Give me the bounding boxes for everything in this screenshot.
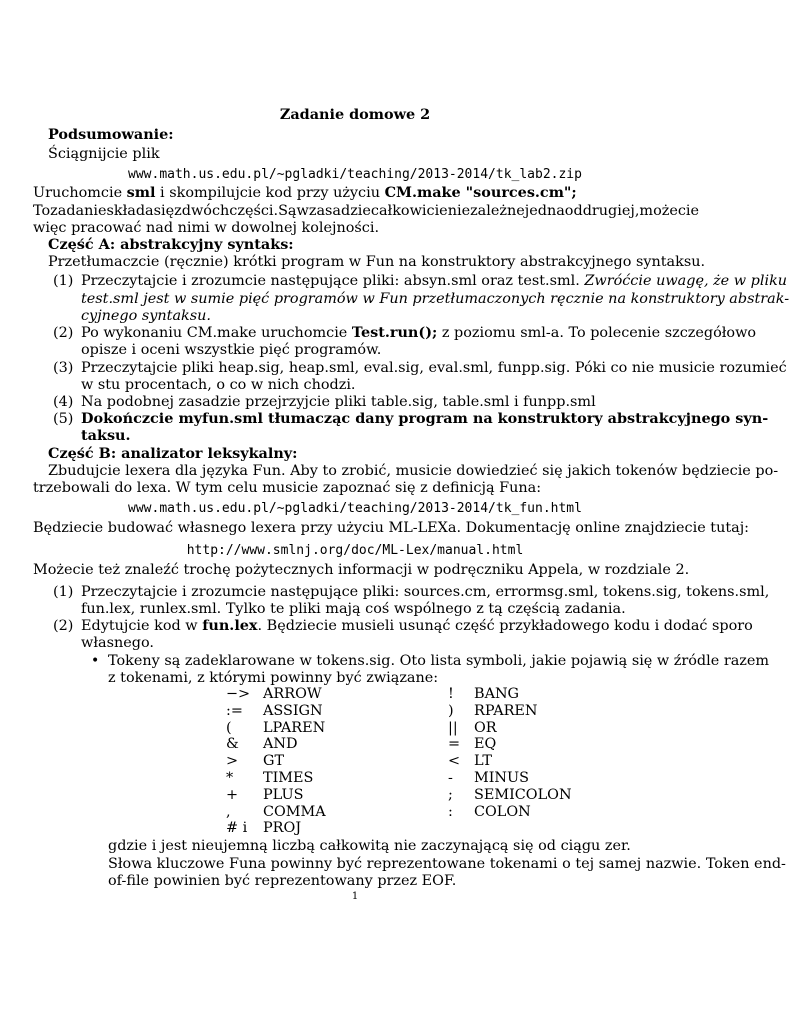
part-b-item-1-line-1: Przeczytajcie i zrozumcie następujące pliki: sources.cm, errormsg.sml, tokens.sig, tokens.sml, [81,584,770,600]
appel-text: Możecie też znaleźć trochę pożytecznych informacji w podręczniku Appela, w rozdziale 2. [33,562,690,578]
token-right-token: MINUS [474,770,529,786]
token-right-symbol: : [448,803,453,820]
intro-word: dwóch [181,203,230,219]
token-right-token: OR [474,719,497,736]
intro-word: zadanie [50,203,107,219]
part-b-item-1-line-2: fun.lex, runlex.sml. Tylko te pliki mają coś wspólnego z tą częścią zadania. [81,601,626,617]
part-a-item-5-line-1: Dokończcie myfun.sml tłumacząc dany program na konstruktory abstrakcyjnego syn- [81,410,769,427]
intro-word: w [296,203,309,219]
part-b-intro-line-2: trzebowali do lexa. W tym celu musicie zapoznać się z definicją Funa: [33,480,542,496]
after-line-3: of-file powinien być reprezentowany przez EOF. [108,873,457,889]
part-a-item-1-number: (1) [53,273,74,289]
after-line-1: gdzie i jest nieujemną liczbą całkowitą nie zaczynającą się od ciągu zer. [108,838,631,854]
part-a-item-3-line-2: w stu procentach, o co w nich chodzi. [81,377,356,393]
intro-word: zasadzie [308,203,371,219]
token-right-token: COLON [474,803,531,820]
token-left-token: PLUS [263,786,304,803]
part-b-item-1-number: (1) [53,584,74,600]
token-left-symbol: −> [226,686,251,702]
token-left-token: TIMES [263,770,314,786]
intro-word: możecie [639,203,700,219]
run-instructions: Uruchomcie sml i skompilujcie kod przy użyciu CM.make "sources.cm"; [33,184,577,201]
intro-line-2: więc pracować nad nimi w dowolnej kolejności. [33,220,380,236]
token-left-token: ARROW [263,686,322,702]
token-right-token: LT [474,753,492,770]
part-a-item-3-line-1: Przeczytajcie pliki heap.sig, heap.sml, eval.sig, eval.sml, funpp.sig. Póki co nie musicie rozumieć [81,360,787,376]
part-b-heading: Część B: analizator leksykalny: [48,445,298,462]
token-left-symbol: ( [226,719,232,736]
intro-word: składa [106,203,154,219]
token-right-symbol: ) [448,702,454,719]
token-left-symbol: > [226,753,239,770]
page-number: 1 [351,891,359,902]
download-text: Ściągnijcie plik [48,146,160,162]
part-b-item-2-line-1: Edytujcie kod w fun.lex. Będziecie musieli usunąć część przykładowego kodu i dodać sporo [81,617,753,634]
part-a-item-4-line-1: Na podobnej zasadzie przejrzyjcie pliki table.sig, table.sml i funpp.sml [81,394,596,410]
token-left-token: COMMA [263,803,326,820]
part-a-item-2-line-2: opisze i oceni wszystkie pięć programów. [81,342,382,358]
part-a-item-1-line-2: test.sml jest w sumie pięć programów w Fun przetłumaczonych ręcznie na konstruktory abstrak- [81,291,789,307]
part-a-item-3-number: (3) [53,360,74,376]
token-left-symbol: * [226,770,234,786]
intro-word: od [564,203,583,219]
token-left-token: LPAREN [263,719,326,736]
intro-word: z [174,203,182,219]
intro-word: drugiej, [582,203,640,219]
part-b-intro-line-1: Zbudujcie lexera dla języka Fun. Aby to zrobić, musicie dowiedzieć się jakich tokenów będziecie po- [48,463,779,479]
part-a-item-2-number: (2) [53,325,74,341]
token-left-token: ASSIGN [263,702,323,719]
bullet-line-2: z tokenami, z którymi powinny być związane: [108,670,439,686]
mllex-url[interactable]: http://www.smlnj.org/doc/ML-Lex/manual.html [186,543,524,558]
part-a-heading: Część A: abstrakcyjny syntaks: [48,236,294,253]
bullet-line-1: Tokeny są zadeklarowane w tokens.sig. Oto lista symboli, jakie pojawią się w źródle razem [108,653,770,669]
part-a-item-2-line-1: Po wykonaniu CM.make uruchomcie Test.run(); z poziomu sml-a. To polecenie szczegółowo [81,324,757,341]
cm-make-command: CM.make "sources.cm"; [384,184,577,201]
part-b-item-2-line-2: własnego. [81,635,154,651]
token-right-symbol: < [448,753,461,770]
part-a-item-5-number: (5) [53,411,74,427]
fun-url[interactable]: www.math.us.edu.pl/~pgladki/teaching/2013-2014/tk_fun.html [128,501,582,516]
document-page [33,0,789,1024]
fun-lex-file: fun.lex [202,617,258,634]
token-right-token: BANG [474,686,520,702]
summary-heading: Podsumowanie: [48,126,174,143]
token-right-symbol: - [448,770,453,786]
part-a-item-5-line-2: taksu. [81,427,131,444]
after-line-2: Słowa kluczowe Funa powinny być reprezentowane tokenami o tej samej nazwie. Token end- [108,856,786,872]
test-run-command: Test.run(); [351,324,438,341]
token-table [33,686,677,838]
intro-word: się [153,203,175,219]
token-left-symbol: # i [226,820,248,837]
token-left-symbol: & [226,736,239,753]
intro-word: części. [229,203,279,219]
mllex-text: Będziecie budować własnego lexera przy użyciu ML-LEXa. Dokumentację online znajdziecie tutaj: [33,520,750,536]
token-right-symbol: || [448,719,458,736]
token-right-token: SEMICOLON [474,786,572,803]
part-a-item-1-line-1: Przeczytajcie i zrozumcie następujące pliki: absyn.sml oraz test.sml. Zwróćcie uwagę, że w pliku [81,273,788,289]
intro-line-1 [33,202,700,220]
part-a-item-1-line-3: cyjnego syntaksu. [81,308,211,324]
token-right-token: EQ [474,736,497,753]
token-left-token: GT [263,753,285,770]
token-right-symbol: ; [448,786,453,803]
token-left-token: AND [263,736,298,753]
part-a-intro: Przetłumaczcie (ręcznie) krótki program w Fun na konstruktory abstrakcyjnego syntaksu. [48,254,706,270]
lab-url[interactable]: www.math.us.edu.pl/~pgladki/teaching/2013-2014/tk_lab2.zip [128,167,582,182]
intro-word: To [33,203,51,219]
intro-word: niezależne [447,203,525,219]
token-right-symbol: = [448,736,461,753]
token-left-symbol: , [226,803,231,820]
token-left-symbol: := [226,702,243,719]
token-left-token: PROJ [263,820,302,837]
intro-word: Są [278,203,297,219]
intro-word: jedna [524,203,565,219]
part-b-item-2-number: (2) [53,618,74,634]
sml-keyword: sml [126,184,156,201]
token-left-symbol: + [226,786,239,803]
token-right-token: RPAREN [474,702,538,719]
part-a-item-4-number: (4) [53,394,74,410]
bullet-icon: • [91,653,100,669]
page-title: Zadanie domowe 2 [279,106,431,123]
token-right-symbol: ! [448,686,454,702]
intro-word: całkowicie [370,203,448,219]
